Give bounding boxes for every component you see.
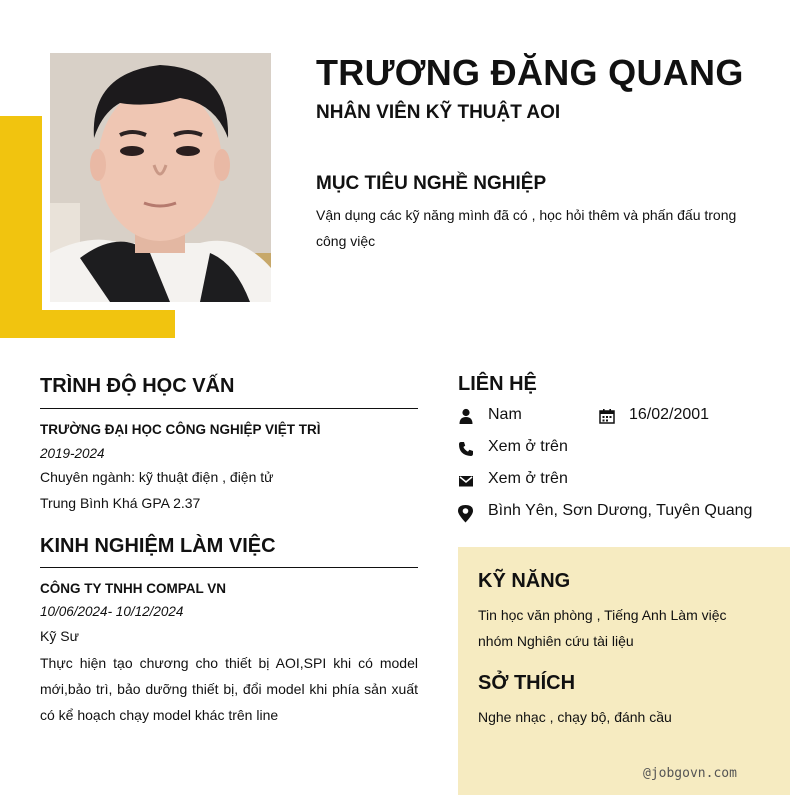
job-title: NHÂN VIÊN KỸ THUẬT AOI [316,102,561,123]
profile-photo [50,53,271,302]
contact-birthday: 16/02/2001 [629,406,710,423]
company-name: CÔNG TY TNHH COMPAL VN [40,581,227,596]
hobbies-heading: SỞ THÍCH [478,672,576,694]
skills-text: Tin học văn phòng , Tiếng Anh Làm việc nhóm Nghiên cứu tài liệu [478,607,727,649]
phone-icon [458,441,474,457]
watermark: @jobgovn.com [643,766,737,781]
candidate-name: TRƯƠNG ĐĂNG QUANG [316,52,744,93]
contact-gender: Nam [488,406,522,423]
location-pin-icon [457,504,474,523]
education-major: Chuyên ngành: kỹ thuật điện , điện tử [40,469,274,485]
objective-heading: MỤC TIÊU NGHỀ NGHIỆP [316,173,547,194]
hobbies-text: Nghe nhạc , chạy bộ, đánh cầu [478,709,672,725]
person-icon [458,408,474,424]
email-icon [458,473,474,489]
education-heading: TRÌNH ĐỘ HỌC VẤN [40,375,235,397]
experience-divider [40,567,418,568]
experience-period: 10/06/2024- 10/12/2024 [40,604,184,619]
calendar-icon [599,408,615,424]
skills-heading: KỸ NĂNG [478,570,571,592]
education-gpa: Trung Bình Khá GPA 2.37 [40,495,201,511]
education-divider [40,408,418,409]
contact-phone: Xem ở trên [488,438,568,455]
education-period: 2019-2024 [40,446,105,461]
school-name: TRƯỜNG ĐẠI HỌC CÔNG NGHIỆP VIỆT TRÌ [40,422,321,437]
contact-heading: LIÊN HỆ [458,373,537,395]
experience-role: Kỹ Sư [40,628,79,644]
experience-description: Thực hiện tạo chương cho thiết bị AOI,SPI khi có model mới,bảo trì, bảo dưỡng thiết bị, đổi model khi phía sản xuất có kể hoạch chạy model khác trên line [40,655,418,723]
experience-heading: KINH NGHIỆM LÀM VIỆC [40,535,276,557]
contact-address: Bình Yên, Sơn Dương, Tuyên Quang [488,502,753,519]
contact-email: Xem ở trên [488,470,568,487]
objective-text: Vận dụng các kỹ năng mình đã có , học hỏi thêm và phấn đấu trong công việc [316,207,737,249]
